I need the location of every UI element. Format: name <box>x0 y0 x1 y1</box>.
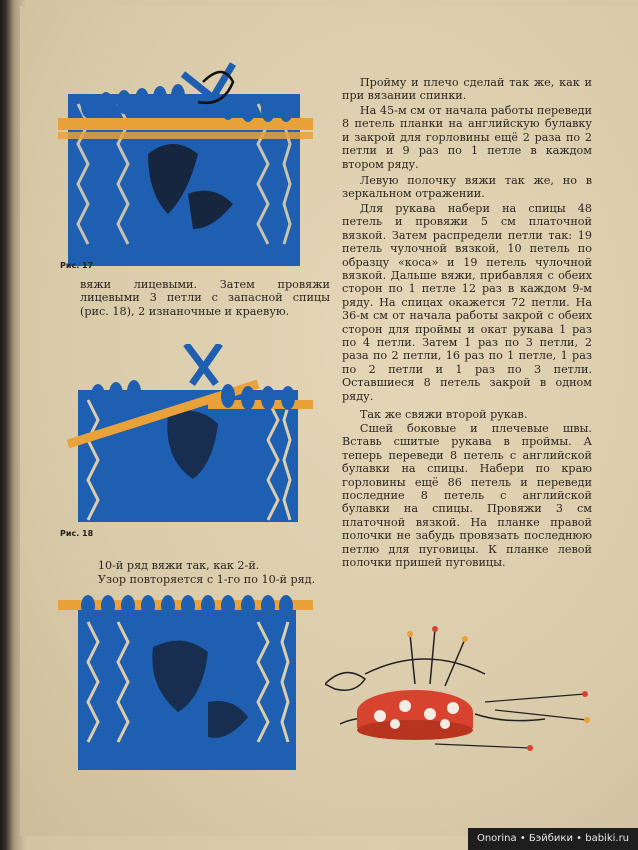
paragraph-4: Для рукава набери на спицы 48 петель и провяжи 5 см платочной вязкой. Затем распредели петли так: 19 петель чулочной вязкой, 10 петель по образцу «коса» и 19 петель чулочной вязкой. Дальше вяжи, прибавляя с обеих сторон по 1 петле 12 раз в каждом 9-м ряду. На спицах окажется 72 петли. На 36-м см от начала работы закрой с обеих сторон для проймы и окат рукава 1 раз по 4 петли. Затем 1 раз по 3 петли, 2 раза по 2 петли, 16 раз по 1 петле, 1 раз по 2 петли и 1 раз по 3 петли. Оставшиеся 8 петель закрой в одном ряду. <box>342 202 592 403</box>
paragraph-3: Левую полочку вяжи так же, но в зеркальном отражении. <box>342 174 592 201</box>
knitting-pattern-illustration <box>58 592 313 772</box>
book-page <box>20 6 638 836</box>
left-text-2: 10-й ряд вяжи так, как 2-й. <box>97 559 260 572</box>
paragraph-5: Так же свяжи второй рукав. <box>359 408 528 421</box>
watermark: Onorina • Бэйбики • babiki.ru <box>468 828 638 850</box>
left-text-1: вяжи лицевыми. Затем провяжи лицевыми 3 петли с запасной спицы (рис. 18), 2 изнаночные и краевую. <box>80 278 330 318</box>
figure-18-caption: Рис. 18 <box>60 529 94 538</box>
figure-17-knitting-illustration <box>58 44 313 269</box>
figure-17-caption: Рис. 17 <box>60 261 94 270</box>
pincushion-illustration <box>325 624 595 764</box>
paragraph-2: На 45-м см от начала работы переведи 8 петель планки на английскую булавку и закрой для горловины ещё 2 раза по 2 петли и 9 раз по 1 петле в каждом втором ряду. <box>342 104 592 171</box>
paragraph-6: Сшей боковые и плечевые швы. Вставь сшитые рукава в проймы. А теперь переведи 8 петель с английской булавки на спицы. Набери по краю горловины ещё 86 петель и переведи последние 8 петель с английской булавки на спицы. Провяжи 3 см платочной вязкой. На планке правой полочки не забудь провязать последнюю петлю для пуговицы. К планке левой полочки пришей пуговицы. <box>342 422 592 570</box>
figure-18-knitting-illustration <box>58 344 313 524</box>
paragraph-1: Пройму и плечо сделай так же, как и при вязании спинки. <box>342 76 592 103</box>
left-text-3: Узор повторяется с 1-го по 10-й ряд. <box>97 573 316 586</box>
